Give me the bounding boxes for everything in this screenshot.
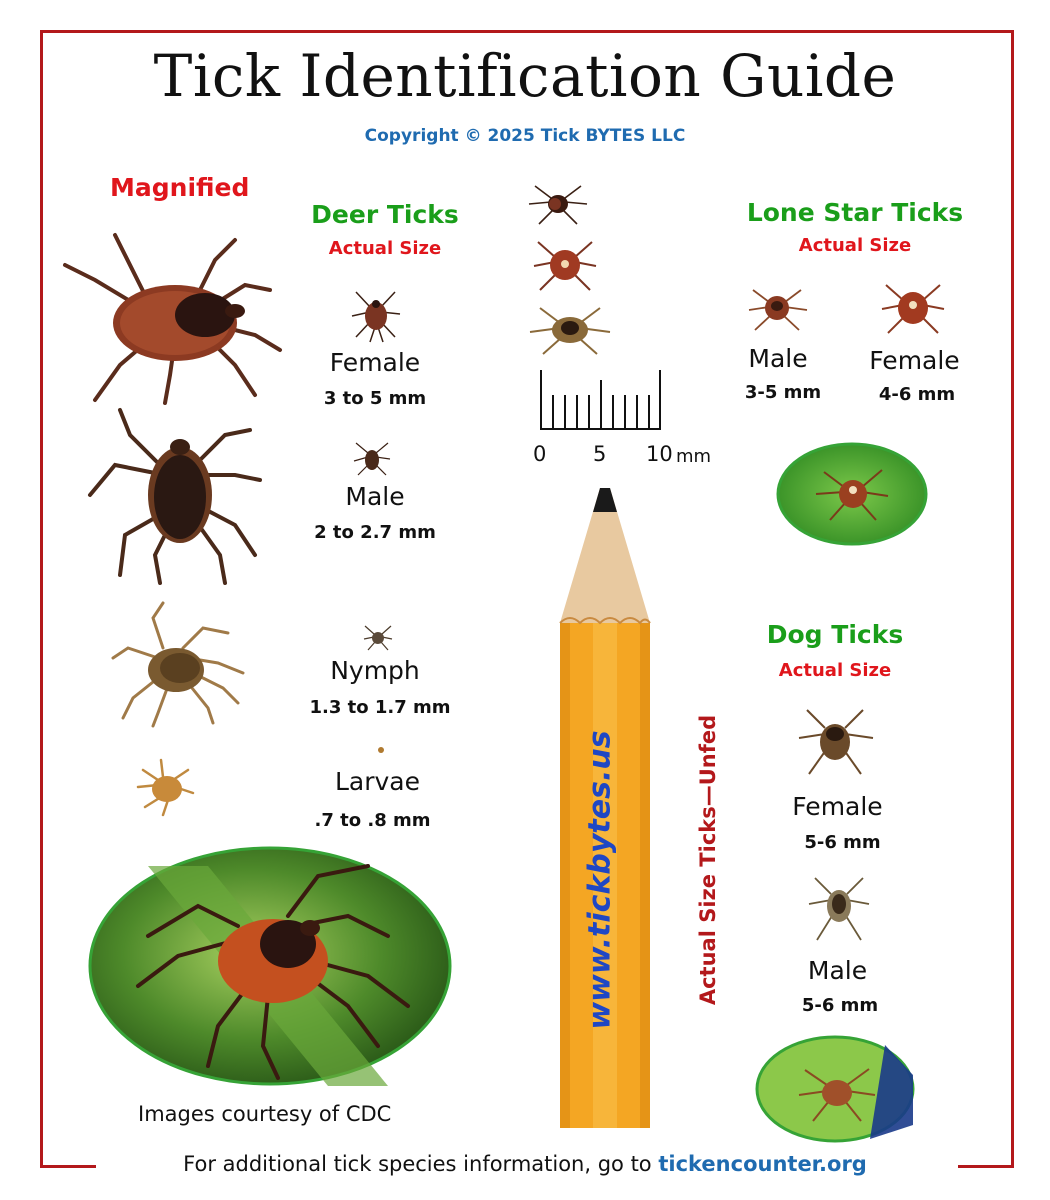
deer-nymph-size: 1.3 to 1.7 mm [309, 697, 451, 718]
dog-male-size: 5-6 mm [801, 995, 879, 1016]
actual-size-vertical-label: Actual Size Ticks—Unfed [696, 714, 720, 1006]
ruler-deer-tick-image [525, 178, 590, 228]
footer-link[interactable]: tickencounter.org [658, 1152, 867, 1176]
dog-female-tick-image [793, 698, 878, 783]
ruler-label-0: 0 [533, 442, 547, 466]
dog-female-label: Female [792, 792, 883, 821]
page-title: Tick Identification Guide [153, 42, 897, 110]
lone-star-ticks-subheading: Actual Size [798, 235, 912, 256]
ruler-tick-8 [636, 395, 638, 430]
dog-female-size: 5-6 mm [804, 832, 881, 853]
lone-star-female-label: Female [869, 346, 960, 375]
deer-ticks-heading: Deer Ticks [311, 200, 459, 229]
image-credit: Images courtesy of CDC [138, 1102, 392, 1126]
ruler-dog-tick-image [525, 298, 615, 358]
copyright-notice: Copyright © 2025 Tick BYTES LLC [364, 126, 686, 146]
ruler-tick-10 [659, 370, 661, 430]
lone-star-male-tick-image [745, 280, 810, 335]
actual-nymph-deer-tick-image [362, 620, 394, 652]
dog-tick-photo-oval [755, 1035, 915, 1143]
ruler-unit: mm [676, 446, 712, 467]
lone-star-ticks-heading: Lone Star Ticks [746, 198, 964, 227]
ruler-tick-9 [648, 395, 650, 430]
deer-male-size: 2 to 2.7 mm [314, 522, 436, 543]
lone-star-male-size: 3-5 mm [744, 382, 822, 403]
deer-larvae-size: .7 to .8 mm [314, 810, 431, 831]
dog-ticks-heading: Dog Ticks [766, 620, 904, 649]
deer-tick-photo-oval [88, 846, 452, 1086]
ruler-tick-4 [588, 395, 590, 430]
pencil-website-text: www.tickbytes.us [582, 730, 618, 1030]
lone-star-photo-oval [776, 442, 928, 546]
deer-female-size: 3 to 5 mm [323, 388, 427, 409]
ruler-tick-7 [624, 395, 626, 430]
ruler-tick-6 [612, 395, 614, 430]
actual-male-deer-tick-image [352, 435, 392, 480]
magnified-nymph-deer-tick-image [108, 598, 248, 728]
ruler-tick-1 [552, 395, 554, 430]
footer [0, 1152, 1050, 1176]
footer-text: For additional tick species information, go to [183, 1152, 659, 1176]
lone-star-male-label: Male [748, 344, 808, 373]
dog-male-label: Male [807, 956, 868, 985]
deer-nymph-label: Nymph [330, 656, 420, 685]
dog-ticks-subheading: Actual Size [778, 660, 892, 681]
ruler-tick-0 [540, 370, 542, 430]
lone-star-female-tick-image [878, 275, 948, 340]
actual-female-deer-tick-image [348, 282, 403, 344]
lone-star-female-size: 4-6 mm [878, 384, 956, 405]
magnified-label: Magnified [110, 173, 250, 202]
ruler-tick-2 [564, 395, 566, 430]
deer-larvae-label: Larvae [334, 767, 421, 796]
magnified-male-deer-tick-image [85, 405, 265, 585]
actual-larvae-deer-tick-image [375, 744, 387, 756]
dog-male-tick-image [805, 868, 873, 948]
ruler-tick-3 [576, 395, 578, 430]
ruler-label-5: 5 [593, 442, 607, 466]
ruler-label-10: 10 [646, 442, 673, 466]
ruler-lone-star-tick-image [530, 232, 600, 297]
ruler-tick-5 [600, 380, 602, 430]
deer-female-label: Female [329, 348, 421, 377]
magnified-female-deer-tick-image [55, 225, 285, 405]
magnified-larvae-deer-tick-image [133, 755, 198, 820]
deer-male-label: Male [345, 482, 405, 511]
deer-ticks-subheading: Actual Size [328, 238, 442, 259]
